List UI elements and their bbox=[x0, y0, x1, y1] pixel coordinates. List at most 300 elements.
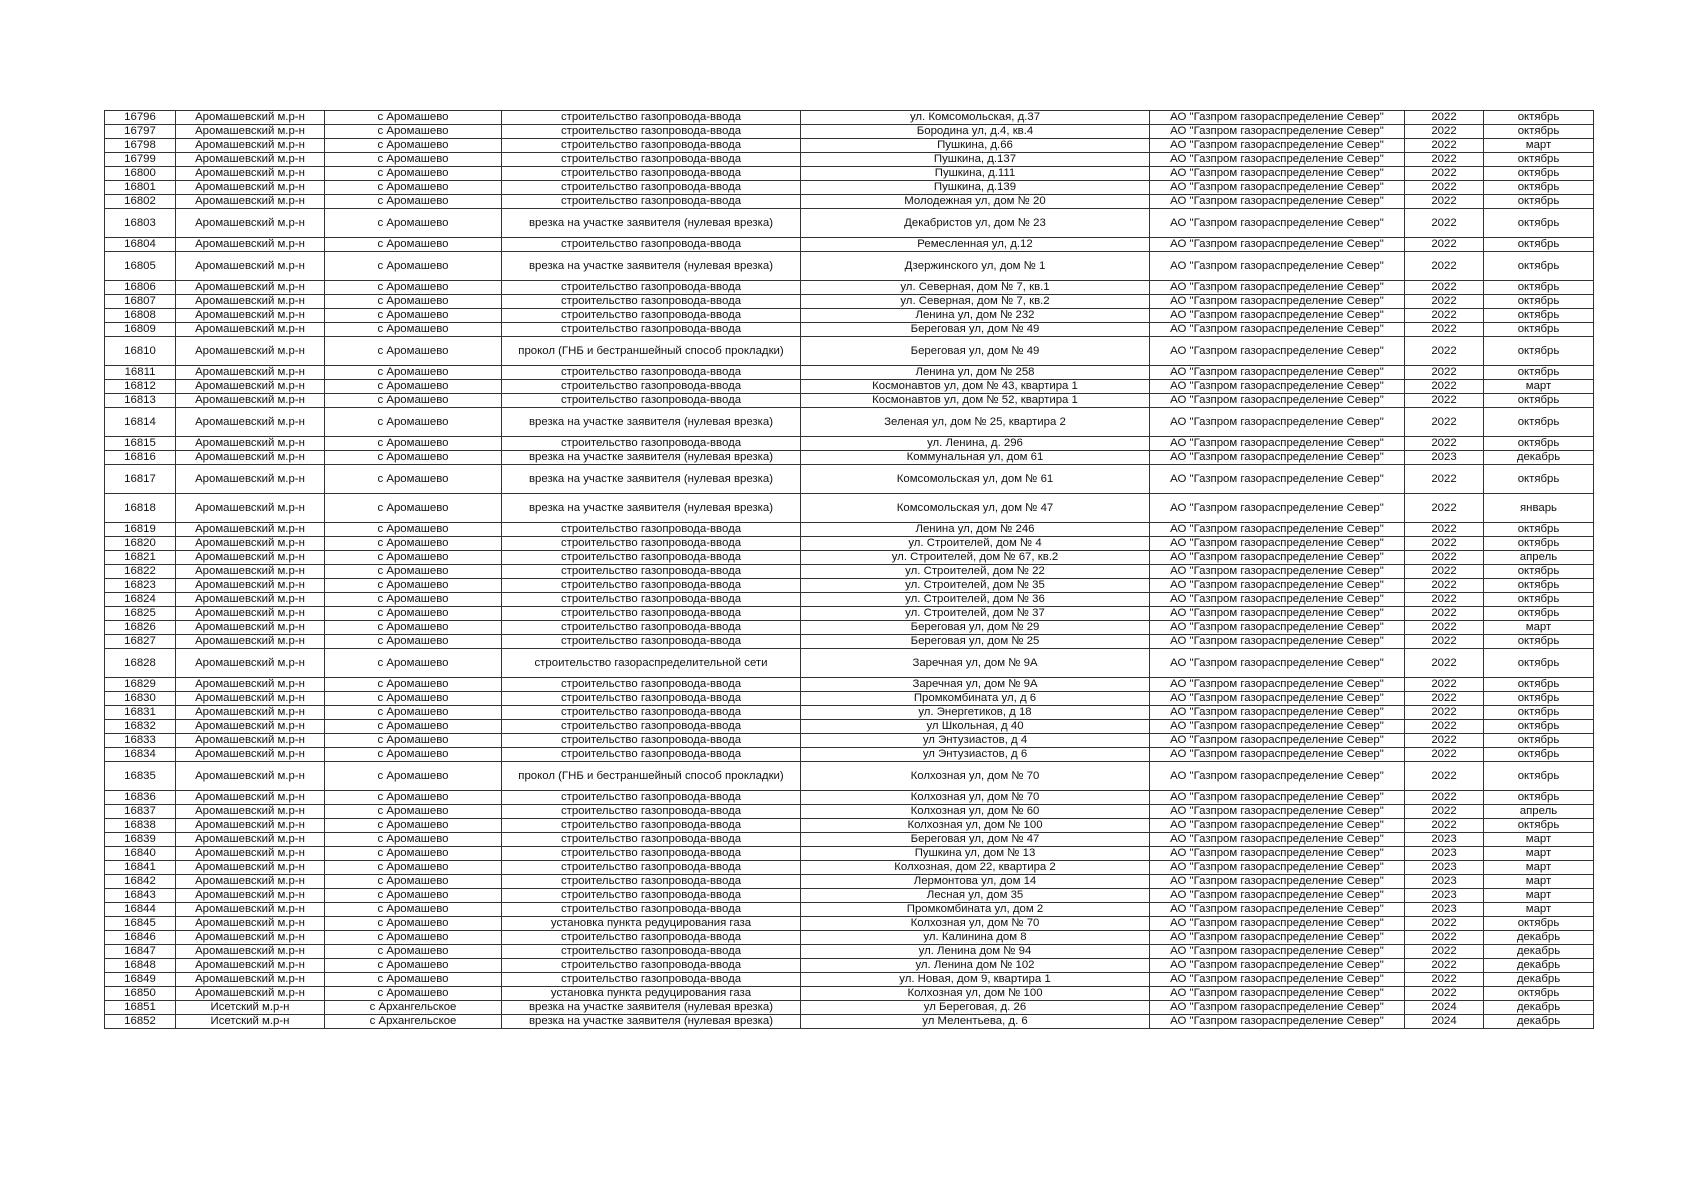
record-number-cell: 16800 bbox=[105, 167, 176, 181]
work-type-cell: строительство газопровода-ввода bbox=[502, 323, 801, 337]
organization-cell: АО "Газпром газораспределение Север" bbox=[1150, 1015, 1405, 1029]
month-cell: март bbox=[1484, 847, 1594, 861]
month-cell: декабрь bbox=[1484, 945, 1594, 959]
year-cell: 2022 bbox=[1405, 394, 1484, 408]
work-type-cell: строительство газопровода-ввода bbox=[502, 847, 801, 861]
district-cell: Аромашевский м.р-н bbox=[176, 917, 325, 931]
organization-cell: АО "Газпром газораспределение Север" bbox=[1150, 111, 1405, 125]
address-cell: Пушкина, д.111 bbox=[801, 167, 1150, 181]
work-type-cell: строительство газопровода-ввода bbox=[502, 281, 801, 295]
settlement-cell: с Аромашево bbox=[325, 394, 502, 408]
settlement-cell: с Аромашево bbox=[325, 523, 502, 537]
address-cell: Пушкина, д.137 bbox=[801, 153, 1150, 167]
address-cell: Береговая ул, дом № 49 bbox=[801, 337, 1150, 366]
district-cell: Аромашевский м.р-н bbox=[176, 649, 325, 678]
organization-cell: АО "Газпром газораспределение Север" bbox=[1150, 692, 1405, 706]
work-type-cell: строительство газопровода-ввода bbox=[502, 565, 801, 579]
district-cell: Аромашевский м.р-н bbox=[176, 706, 325, 720]
year-cell: 2022 bbox=[1405, 551, 1484, 565]
settlement-cell: с Аромашево bbox=[325, 621, 502, 635]
table-row bbox=[105, 238, 1594, 252]
record-number-cell: 16832 bbox=[105, 720, 176, 734]
month-cell: октябрь bbox=[1484, 209, 1594, 238]
organization-cell: АО "Газпром газораспределение Север" bbox=[1150, 238, 1405, 252]
address-cell: Лермонтова ул, дом 14 bbox=[801, 875, 1150, 889]
district-cell: Аромашевский м.р-н bbox=[176, 366, 325, 380]
year-cell: 2022 bbox=[1405, 692, 1484, 706]
organization-cell: АО "Газпром газораспределение Север" bbox=[1150, 621, 1405, 635]
table-row bbox=[105, 889, 1594, 903]
address-cell: ул. Энергетиков, д 18 bbox=[801, 706, 1150, 720]
record-number-cell: 16804 bbox=[105, 238, 176, 252]
record-number-cell: 16850 bbox=[105, 987, 176, 1001]
settlement-cell: с Аромашево bbox=[325, 692, 502, 706]
organization-cell: АО "Газпром газораспределение Север" bbox=[1150, 323, 1405, 337]
record-number-cell: 16836 bbox=[105, 791, 176, 805]
year-cell: 2022 bbox=[1405, 238, 1484, 252]
work-type-cell: строительство газопровода-ввода bbox=[502, 875, 801, 889]
address-cell: ул. Северная, дом № 7, кв.1 bbox=[801, 281, 1150, 295]
organization-cell: АО "Газпром газораспределение Север" bbox=[1150, 309, 1405, 323]
month-cell: октябрь bbox=[1484, 195, 1594, 209]
address-cell: ул. Строителей, дом № 35 bbox=[801, 579, 1150, 593]
work-type-cell: врезка на участке заявителя (нулевая врезка) bbox=[502, 252, 801, 281]
record-number-cell: 16839 bbox=[105, 833, 176, 847]
settlement-cell: с Аромашево bbox=[325, 380, 502, 394]
year-cell: 2022 bbox=[1405, 917, 1484, 931]
organization-cell: АО "Газпром газораспределение Север" bbox=[1150, 889, 1405, 903]
district-cell: Аромашевский м.р-н bbox=[176, 309, 325, 323]
year-cell: 2022 bbox=[1405, 281, 1484, 295]
month-cell: октябрь bbox=[1484, 337, 1594, 366]
organization-cell: АО "Газпром газораспределение Север" bbox=[1150, 437, 1405, 451]
address-cell: ул. Строителей, дом № 67, кв.2 bbox=[801, 551, 1150, 565]
month-cell: январь bbox=[1484, 494, 1594, 523]
record-number-cell: 16796 bbox=[105, 111, 176, 125]
organization-cell: АО "Газпром газораспределение Север" bbox=[1150, 706, 1405, 720]
table-row bbox=[105, 607, 1594, 621]
district-cell: Аромашевский м.р-н bbox=[176, 748, 325, 762]
record-number-cell: 16838 bbox=[105, 819, 176, 833]
year-cell: 2022 bbox=[1405, 649, 1484, 678]
district-cell: Аромашевский м.р-н bbox=[176, 295, 325, 309]
work-type-cell: строительство газопровода-ввода bbox=[502, 366, 801, 380]
organization-cell: АО "Газпром газораспределение Север" bbox=[1150, 408, 1405, 437]
year-cell: 2024 bbox=[1405, 1015, 1484, 1029]
record-number-cell: 16843 bbox=[105, 889, 176, 903]
organization-cell: АО "Газпром газораспределение Север" bbox=[1150, 959, 1405, 973]
record-number-cell: 16805 bbox=[105, 252, 176, 281]
organization-cell: АО "Газпром газораспределение Север" bbox=[1150, 494, 1405, 523]
year-cell: 2022 bbox=[1405, 734, 1484, 748]
table-row bbox=[105, 295, 1594, 309]
work-type-cell: строительство газопровода-ввода bbox=[502, 621, 801, 635]
settlement-cell: с Аромашево bbox=[325, 167, 502, 181]
year-cell: 2022 bbox=[1405, 209, 1484, 238]
record-number-cell: 16814 bbox=[105, 408, 176, 437]
table-row bbox=[105, 551, 1594, 565]
organization-cell: АО "Газпром газораспределение Север" bbox=[1150, 593, 1405, 607]
settlement-cell: с Аромашево bbox=[325, 649, 502, 678]
year-cell: 2022 bbox=[1405, 973, 1484, 987]
organization-cell: АО "Газпром газораспределение Север" bbox=[1150, 917, 1405, 931]
month-cell: октябрь bbox=[1484, 238, 1594, 252]
district-cell: Аромашевский м.р-н bbox=[176, 380, 325, 394]
organization-cell: АО "Газпром газораспределение Север" bbox=[1150, 1001, 1405, 1015]
year-cell: 2022 bbox=[1405, 791, 1484, 805]
work-type-cell: врезка на участке заявителя (нулевая врезка) bbox=[502, 451, 801, 465]
table-row bbox=[105, 678, 1594, 692]
organization-cell: АО "Газпром газораспределение Север" bbox=[1150, 337, 1405, 366]
record-number-cell: 16815 bbox=[105, 437, 176, 451]
address-cell: Береговая ул, дом № 47 bbox=[801, 833, 1150, 847]
organization-cell: АО "Газпром газораспределение Север" bbox=[1150, 903, 1405, 917]
organization-cell: АО "Газпром газораспределение Север" bbox=[1150, 847, 1405, 861]
settlement-cell: с Аромашево bbox=[325, 238, 502, 252]
work-type-cell: строительство газопровода-ввода bbox=[502, 973, 801, 987]
address-cell: Береговая ул, дом № 25 bbox=[801, 635, 1150, 649]
record-number-cell: 16845 bbox=[105, 917, 176, 931]
month-cell: март bbox=[1484, 861, 1594, 875]
work-type-cell: строительство газопровода-ввода bbox=[502, 819, 801, 833]
record-number-cell: 16810 bbox=[105, 337, 176, 366]
address-cell: ул Энтузиастов, д 6 bbox=[801, 748, 1150, 762]
work-type-cell: врезка на участке заявителя (нулевая врезка) bbox=[502, 209, 801, 238]
settlement-cell: с Аромашево bbox=[325, 195, 502, 209]
record-number-cell: 16847 bbox=[105, 945, 176, 959]
address-cell: Заречная ул, дом № 9А bbox=[801, 678, 1150, 692]
organization-cell: АО "Газпром газораспределение Север" bbox=[1150, 252, 1405, 281]
month-cell: октябрь bbox=[1484, 791, 1594, 805]
settlement-cell: с Аромашево bbox=[325, 945, 502, 959]
year-cell: 2023 bbox=[1405, 833, 1484, 847]
district-cell: Аромашевский м.р-н bbox=[176, 621, 325, 635]
table-row bbox=[105, 720, 1594, 734]
record-number-cell: 16846 bbox=[105, 931, 176, 945]
district-cell: Аромашевский м.р-н bbox=[176, 833, 325, 847]
organization-cell: АО "Газпром газораспределение Север" bbox=[1150, 833, 1405, 847]
address-cell: Пушкина, д.66 bbox=[801, 139, 1150, 153]
table-row bbox=[105, 380, 1594, 394]
month-cell: апрель bbox=[1484, 805, 1594, 819]
record-number-cell: 16824 bbox=[105, 593, 176, 607]
settlement-cell: с Аромашево bbox=[325, 791, 502, 805]
district-cell: Аромашевский м.р-н bbox=[176, 861, 325, 875]
record-number-cell: 16801 bbox=[105, 181, 176, 195]
month-cell: март bbox=[1484, 621, 1594, 635]
settlement-cell: с Аромашево bbox=[325, 748, 502, 762]
table-row bbox=[105, 139, 1594, 153]
district-cell: Аромашевский м.р-н bbox=[176, 635, 325, 649]
month-cell: октябрь bbox=[1484, 437, 1594, 451]
organization-cell: АО "Газпром газораспределение Север" bbox=[1150, 748, 1405, 762]
work-type-cell: строительство газопровода-ввода bbox=[502, 706, 801, 720]
record-number-cell: 16827 bbox=[105, 635, 176, 649]
month-cell: октябрь bbox=[1484, 917, 1594, 931]
address-cell: Колхозная ул, дом № 70 bbox=[801, 762, 1150, 791]
work-type-cell: строительство газопровода-ввода bbox=[502, 903, 801, 917]
organization-cell: АО "Газпром газораспределение Север" bbox=[1150, 945, 1405, 959]
year-cell: 2022 bbox=[1405, 987, 1484, 1001]
address-cell: ул Мелентьева, д. 6 bbox=[801, 1015, 1150, 1029]
work-type-cell: строительство газопровода-ввода bbox=[502, 692, 801, 706]
year-cell: 2022 bbox=[1405, 579, 1484, 593]
month-cell: октябрь bbox=[1484, 593, 1594, 607]
work-type-cell: врезка на участке заявителя (нулевая врезка) bbox=[502, 465, 801, 494]
address-cell: ул. Ленина, д. 296 bbox=[801, 437, 1150, 451]
table-row bbox=[105, 565, 1594, 579]
work-type-cell: строительство газопровода-ввода bbox=[502, 295, 801, 309]
organization-cell: АО "Газпром газораспределение Север" bbox=[1150, 635, 1405, 649]
address-cell: Коммунальная ул, дом 61 bbox=[801, 451, 1150, 465]
organization-cell: АО "Газпром газораспределение Север" bbox=[1150, 875, 1405, 889]
table-row bbox=[105, 323, 1594, 337]
organization-cell: АО "Газпром газораспределение Север" bbox=[1150, 537, 1405, 551]
work-type-cell: врезка на участке заявителя (нулевая врезка) bbox=[502, 408, 801, 437]
settlement-cell: с Аромашево bbox=[325, 734, 502, 748]
settlement-cell: с Аромашево bbox=[325, 861, 502, 875]
work-type-cell: строительство газопровода-ввода bbox=[502, 195, 801, 209]
record-number-cell: 16821 bbox=[105, 551, 176, 565]
year-cell: 2022 bbox=[1405, 181, 1484, 195]
address-cell: Промкомбината ул, дом 2 bbox=[801, 903, 1150, 917]
organization-cell: АО "Газпром газораспределение Север" bbox=[1150, 181, 1405, 195]
address-cell: Ленина ул, дом № 232 bbox=[801, 309, 1150, 323]
table-row bbox=[105, 153, 1594, 167]
organization-cell: АО "Газпром газораспределение Север" bbox=[1150, 394, 1405, 408]
record-number-cell: 16848 bbox=[105, 959, 176, 973]
organization-cell: АО "Газпром газораспределение Север" bbox=[1150, 791, 1405, 805]
table-row bbox=[105, 945, 1594, 959]
record-number-cell: 16812 bbox=[105, 380, 176, 394]
settlement-cell: с Аромашево bbox=[325, 889, 502, 903]
address-cell: ул. Комсомольская, д.37 bbox=[801, 111, 1150, 125]
work-type-cell: строительство газопровода-ввода bbox=[502, 380, 801, 394]
year-cell: 2022 bbox=[1405, 635, 1484, 649]
table-body bbox=[105, 111, 1594, 1029]
month-cell: октябрь bbox=[1484, 153, 1594, 167]
settlement-cell: с Аромашево bbox=[325, 973, 502, 987]
year-cell: 2022 bbox=[1405, 153, 1484, 167]
settlement-cell: с Аромашево bbox=[325, 987, 502, 1001]
year-cell: 2022 bbox=[1405, 537, 1484, 551]
address-cell: Береговая ул, дом № 29 bbox=[801, 621, 1150, 635]
year-cell: 2022 bbox=[1405, 111, 1484, 125]
settlement-cell: с Аромашево bbox=[325, 706, 502, 720]
year-cell: 2022 bbox=[1405, 195, 1484, 209]
table-row bbox=[105, 621, 1594, 635]
settlement-cell: с Аромашево bbox=[325, 931, 502, 945]
settlement-cell: с Аромашево bbox=[325, 537, 502, 551]
district-cell: Аромашевский м.р-н bbox=[176, 720, 325, 734]
record-number-cell: 16852 bbox=[105, 1015, 176, 1029]
settlement-cell: с Аромашево bbox=[325, 153, 502, 167]
address-cell: ул. Строителей, дом № 37 bbox=[801, 607, 1150, 621]
work-type-cell: строительство газораспределительной сети bbox=[502, 649, 801, 678]
record-number-cell: 16819 bbox=[105, 523, 176, 537]
settlement-cell: с Аромашево bbox=[325, 139, 502, 153]
month-cell: октябрь bbox=[1484, 607, 1594, 621]
month-cell: март bbox=[1484, 903, 1594, 917]
month-cell: октябрь bbox=[1484, 125, 1594, 139]
organization-cell: АО "Газпром газораспределение Север" bbox=[1150, 551, 1405, 565]
settlement-cell: с Аромашево bbox=[325, 833, 502, 847]
year-cell: 2022 bbox=[1405, 167, 1484, 181]
month-cell: декабрь bbox=[1484, 959, 1594, 973]
address-cell: ул. Строителей, дом № 36 bbox=[801, 593, 1150, 607]
record-number-cell: 16817 bbox=[105, 465, 176, 494]
district-cell: Аромашевский м.р-н bbox=[176, 734, 325, 748]
district-cell: Аромашевский м.р-н bbox=[176, 195, 325, 209]
table-row bbox=[105, 903, 1594, 917]
work-type-cell: строительство газопровода-ввода bbox=[502, 945, 801, 959]
district-cell: Аромашевский м.р-н bbox=[176, 889, 325, 903]
organization-cell: АО "Газпром газораспределение Север" bbox=[1150, 139, 1405, 153]
work-type-cell: строительство газопровода-ввода bbox=[502, 931, 801, 945]
address-cell: Колхозная ул, дом № 60 bbox=[801, 805, 1150, 819]
month-cell: октябрь bbox=[1484, 649, 1594, 678]
district-cell: Аромашевский м.р-н bbox=[176, 337, 325, 366]
address-cell: Колхозная ул, дом № 70 bbox=[801, 917, 1150, 931]
organization-cell: АО "Газпром газораспределение Север" bbox=[1150, 380, 1405, 394]
work-type-cell: строительство газопровода-ввода bbox=[502, 167, 801, 181]
settlement-cell: с Аромашево bbox=[325, 209, 502, 238]
settlement-cell: с Архангельское bbox=[325, 1015, 502, 1029]
settlement-cell: с Аромашево bbox=[325, 805, 502, 819]
district-cell: Аромашевский м.р-н bbox=[176, 875, 325, 889]
month-cell: декабрь bbox=[1484, 973, 1594, 987]
organization-cell: АО "Газпром газораспределение Север" bbox=[1150, 167, 1405, 181]
month-cell: март bbox=[1484, 875, 1594, 889]
year-cell: 2022 bbox=[1405, 762, 1484, 791]
work-type-cell: строительство газопровода-ввода bbox=[502, 607, 801, 621]
year-cell: 2022 bbox=[1405, 931, 1484, 945]
address-cell: Ленина ул, дом № 246 bbox=[801, 523, 1150, 537]
settlement-cell: с Аромашево bbox=[325, 125, 502, 139]
address-cell: ул. Новая, дом 9, квартира 1 bbox=[801, 973, 1150, 987]
district-cell: Аромашевский м.р-н bbox=[176, 805, 325, 819]
month-cell: октябрь bbox=[1484, 635, 1594, 649]
district-cell: Аромашевский м.р-н bbox=[176, 111, 325, 125]
district-cell: Аромашевский м.р-н bbox=[176, 252, 325, 281]
year-cell: 2022 bbox=[1405, 748, 1484, 762]
table-row bbox=[105, 1015, 1594, 1029]
work-type-cell: строительство газопровода-ввода bbox=[502, 593, 801, 607]
district-cell: Аромашевский м.р-н bbox=[176, 959, 325, 973]
table-row bbox=[105, 394, 1594, 408]
district-cell: Аромашевский м.р-н bbox=[176, 408, 325, 437]
district-cell: Аромашевский м.р-н bbox=[176, 125, 325, 139]
district-cell: Аромашевский м.р-н bbox=[176, 945, 325, 959]
settlement-cell: с Аромашево bbox=[325, 917, 502, 931]
month-cell: октябрь bbox=[1484, 537, 1594, 551]
year-cell: 2022 bbox=[1405, 607, 1484, 621]
record-number-cell: 16841 bbox=[105, 861, 176, 875]
record-number-cell: 16816 bbox=[105, 451, 176, 465]
settlement-cell: с Аромашево bbox=[325, 635, 502, 649]
work-type-cell: строительство газопровода-ввода bbox=[502, 111, 801, 125]
month-cell: октябрь bbox=[1484, 523, 1594, 537]
month-cell: октябрь bbox=[1484, 819, 1594, 833]
settlement-cell: с Аромашево bbox=[325, 579, 502, 593]
record-number-cell: 16809 bbox=[105, 323, 176, 337]
district-cell: Аромашевский м.р-н bbox=[176, 139, 325, 153]
address-cell: Космонавтов ул, дом № 43, квартира 1 bbox=[801, 380, 1150, 394]
work-type-cell: врезка на участке заявителя (нулевая врезка) bbox=[502, 1001, 801, 1015]
year-cell: 2022 bbox=[1405, 323, 1484, 337]
address-cell: Пушкина, д.139 bbox=[801, 181, 1150, 195]
table-row bbox=[105, 465, 1594, 494]
month-cell: октябрь bbox=[1484, 252, 1594, 281]
record-number-cell: 16811 bbox=[105, 366, 176, 380]
month-cell: октябрь bbox=[1484, 323, 1594, 337]
address-cell: Ленина ул, дом № 258 bbox=[801, 366, 1150, 380]
month-cell: октябрь bbox=[1484, 734, 1594, 748]
month-cell: декабрь bbox=[1484, 1015, 1594, 1029]
district-cell: Аромашевский м.р-н bbox=[176, 537, 325, 551]
organization-cell: АО "Газпром газораспределение Север" bbox=[1150, 987, 1405, 1001]
settlement-cell: с Аромашево bbox=[325, 678, 502, 692]
district-cell: Аромашевский м.р-н bbox=[176, 579, 325, 593]
year-cell: 2023 bbox=[1405, 875, 1484, 889]
gas-connection-register-table bbox=[104, 110, 1594, 1029]
district-cell: Аромашевский м.р-н bbox=[176, 551, 325, 565]
address-cell: Бородина ул, д.4, кв.4 bbox=[801, 125, 1150, 139]
table-row bbox=[105, 309, 1594, 323]
month-cell: октябрь bbox=[1484, 394, 1594, 408]
address-cell: Береговая ул, дом № 49 bbox=[801, 323, 1150, 337]
record-number-cell: 16831 bbox=[105, 706, 176, 720]
settlement-cell: с Аромашево bbox=[325, 337, 502, 366]
year-cell: 2023 bbox=[1405, 847, 1484, 861]
year-cell: 2022 bbox=[1405, 523, 1484, 537]
settlement-cell: с Аромашево bbox=[325, 720, 502, 734]
address-cell: Декабристов ул, дом № 23 bbox=[801, 209, 1150, 238]
address-cell: Зеленая ул, дом № 25, квартира 2 bbox=[801, 408, 1150, 437]
year-cell: 2022 bbox=[1405, 678, 1484, 692]
district-cell: Аромашевский м.р-н bbox=[176, 762, 325, 791]
district-cell: Аромашевский м.р-н bbox=[176, 973, 325, 987]
year-cell: 2024 bbox=[1405, 1001, 1484, 1015]
organization-cell: АО "Газпром газораспределение Север" bbox=[1150, 465, 1405, 494]
year-cell: 2022 bbox=[1405, 380, 1484, 394]
settlement-cell: с Аромашево bbox=[325, 309, 502, 323]
record-number-cell: 16829 bbox=[105, 678, 176, 692]
table-row bbox=[105, 167, 1594, 181]
work-type-cell: строительство газопровода-ввода bbox=[502, 889, 801, 903]
district-cell: Аромашевский м.р-н bbox=[176, 565, 325, 579]
record-number-cell: 16830 bbox=[105, 692, 176, 706]
address-cell: Дзержинского ул, дом № 1 bbox=[801, 252, 1150, 281]
month-cell: октябрь bbox=[1484, 720, 1594, 734]
table-row bbox=[105, 593, 1594, 607]
settlement-cell: с Аромашево bbox=[325, 295, 502, 309]
month-cell: октябрь bbox=[1484, 366, 1594, 380]
table-row bbox=[105, 833, 1594, 847]
work-type-cell: строительство газопровода-ввода bbox=[502, 551, 801, 565]
month-cell: октябрь bbox=[1484, 465, 1594, 494]
address-cell: ул. Северная, дом № 7, кв.2 bbox=[801, 295, 1150, 309]
district-cell: Аромашевский м.р-н bbox=[176, 281, 325, 295]
district-cell: Аромашевский м.р-н bbox=[176, 394, 325, 408]
month-cell: декабрь bbox=[1484, 451, 1594, 465]
month-cell: март bbox=[1484, 889, 1594, 903]
organization-cell: АО "Газпром газораспределение Север" bbox=[1150, 734, 1405, 748]
work-type-cell: строительство газопровода-ввода bbox=[502, 805, 801, 819]
district-cell: Аромашевский м.р-н bbox=[176, 465, 325, 494]
address-cell: Колхозная, дом 22, квартира 2 bbox=[801, 861, 1150, 875]
organization-cell: АО "Газпром газораспределение Север" bbox=[1150, 720, 1405, 734]
